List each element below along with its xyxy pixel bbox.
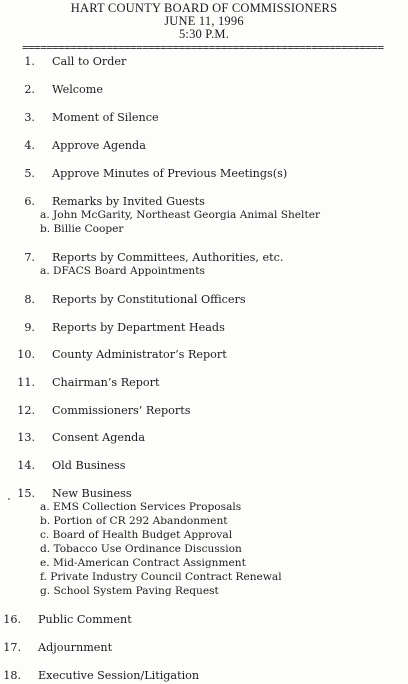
agenda-item-label: Moment of Silence [52,111,159,124]
margin-mark [8,498,10,500]
agenda-item-label: Commissioners’ Reports [52,404,191,417]
agenda-item-number: 13. [17,431,35,444]
agenda-item-label: Call to Order [52,55,127,68]
agenda-item-label: Reports by Department Heads [52,321,225,334]
agenda-item-label: Adjournment [38,641,113,654]
agenda-item-label: New Business [52,487,132,500]
agenda-item-number: 16. [3,613,21,626]
agenda-sub-item: b. Billie Cooper [40,223,124,235]
agenda-sub-item: e. Mid-American Contract Assignment [40,557,246,569]
agenda-item-number: 5. [24,167,35,180]
agenda-item-label: Reports by Committees, Authorities, etc. [52,251,284,264]
agenda-item-number: 10. [17,348,35,361]
agenda-item-number: 8. [24,293,35,306]
agenda-item-label: Public Comment [38,613,132,626]
agenda-item-number: 6. [24,195,35,208]
agenda-item-label: Remarks by Invited Guests [52,195,205,208]
agenda-item-label: Chairman’s Report [52,376,160,389]
agenda-item-label: Consent Agenda [52,431,146,444]
agenda-sub-item: a. DFACS Board Appointments [40,265,205,277]
meeting-date: JUNE 11, 1996 [164,14,244,28]
agenda-item-number: 11. [17,376,35,389]
agenda-sub-item: b. Portion of CR 292 Abandonment [40,515,228,527]
agenda-sub-item: g. School System Paving Request [40,585,219,597]
meeting-time: 5:30 P.M. [178,27,230,41]
agenda-sub-item: c. Board of Health Budget Approval [40,529,233,541]
header-rule: ============================================================ [22,43,384,53]
agenda-item-label: Reports by Constitutional Officers [52,293,246,306]
agenda-header [0,2,408,41]
agenda-sub-item: a. John McGarity, Northeast Georgia Animal Shelter [40,209,321,221]
agenda-item-number: 7. [24,251,35,264]
agenda-item-number: 14. [17,459,35,472]
agenda-item-number: 12. [17,404,35,417]
agenda-item-number: 17. [3,641,21,654]
board-title: HART COUNTY BOARD OF COMMISSIONERS [70,1,338,15]
agenda-item-label: Old Business [52,459,126,472]
agenda-sub-item: d. Tobacco Use Ordinance Discussion [40,543,242,555]
agenda-item-label: Approve Agenda [52,139,146,152]
agenda-sub-item: a. EMS Collection Services Proposals [40,501,242,513]
agenda-item-number: 1. [24,55,35,68]
agenda-item-number: 9. [24,321,35,334]
agenda-item-label: Approve Minutes of Previous Meetings(s) [52,167,288,180]
agenda-item-number: 4. [24,139,35,152]
agenda-item-label: Executive Session/Litigation [38,669,200,682]
agenda-item-label: Welcome [52,83,104,96]
agenda-item-number: 15. [17,487,35,500]
agenda-item-number: 18. [3,669,21,682]
agenda-item-number: 2. [24,83,35,96]
agenda-item-label: County Administrator’s Report [52,348,227,361]
agenda-item-number: 3. [24,111,35,124]
agenda-sub-item: f. Private Industry Council Contract Renewal [40,571,282,583]
